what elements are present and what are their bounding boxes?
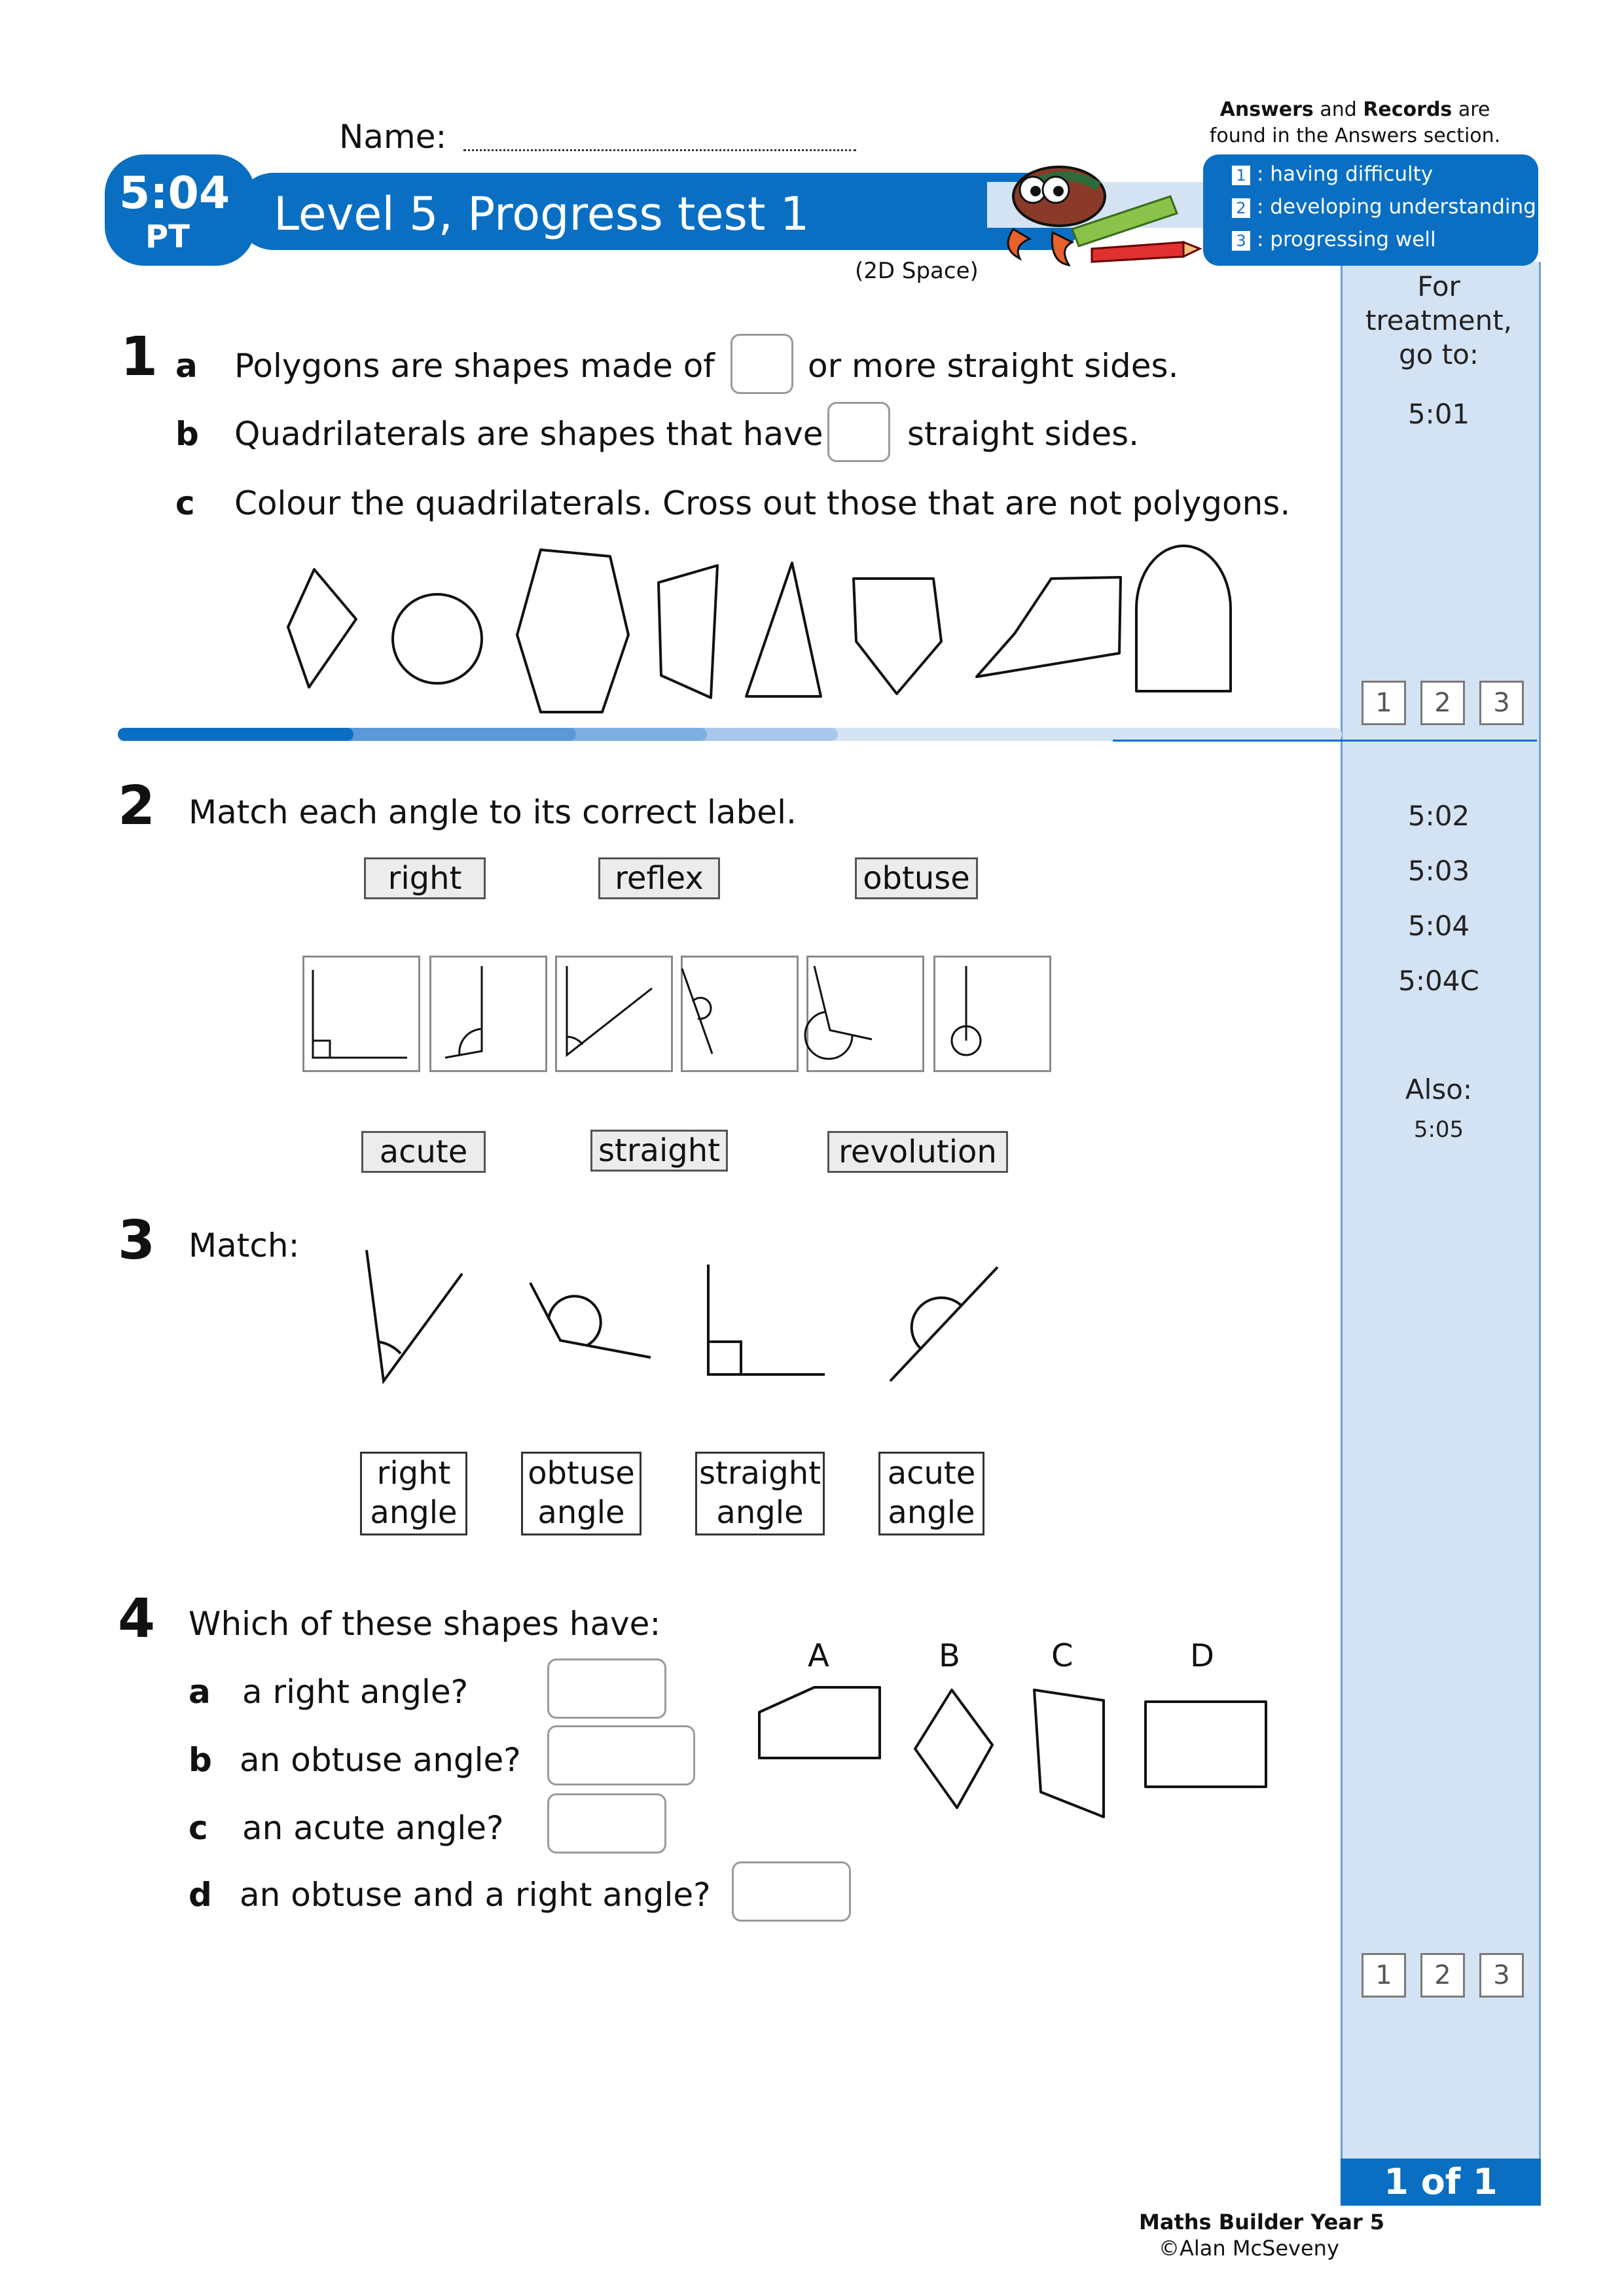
q4a-letter: a — [189, 1673, 211, 1711]
key-item-2: 2 : developing understanding — [1232, 195, 1536, 219]
q2-label-obtuse[interactable]: obtuse — [855, 857, 978, 899]
q4d-answer-box[interactable] — [732, 1861, 851, 1922]
q2-label-reflex[interactable]: reflex — [598, 857, 720, 899]
name-label: Name: — [339, 118, 447, 156]
q1-number: 1 — [120, 326, 158, 388]
rating-key — [1203, 154, 1538, 266]
q1-rating-2[interactable]: 2 — [1420, 681, 1465, 725]
q2-label-revolution[interactable]: revolution — [827, 1131, 1008, 1173]
q4-text: Which of these shapes have: — [189, 1605, 661, 1643]
page-title: Level 5, Progress test 1 — [274, 187, 810, 241]
q4b-answer-box[interactable] — [547, 1725, 695, 1785]
q1a-answer-box[interactable] — [731, 334, 793, 394]
q4-shape-label-c: C — [1051, 1638, 1074, 1674]
q4a-text: a right angle? — [242, 1673, 469, 1711]
q1a-text-start: Polygons are shapes made of — [234, 347, 715, 385]
q4-number: 4 — [118, 1588, 156, 1650]
q4-shape-c[interactable] — [1034, 1690, 1104, 1817]
q4-rating-1[interactable]: 1 — [1362, 1953, 1406, 1998]
q1-rating-1[interactable]: 1 — [1362, 681, 1406, 725]
q4-shape-label-a: A — [808, 1638, 829, 1674]
q2-treatment-ref-1[interactable]: 5:02 — [1407, 800, 1470, 832]
shape-hexagon[interactable] — [517, 550, 628, 712]
shape-circle[interactable] — [393, 594, 482, 683]
q2-label-right[interactable]: right — [364, 857, 486, 899]
q3-angle-drawings — [353, 1244, 1008, 1394]
q2-text: Match each angle to its correct label. — [189, 793, 797, 831]
q3-angle-acute[interactable] — [367, 1250, 462, 1381]
section-divider — [118, 725, 1342, 745]
q4-shapes — [753, 1676, 1276, 1833]
shape-trapezium[interactable] — [659, 565, 717, 698]
q1b-text-start: Quadrilaterals are shapes that have — [234, 415, 823, 453]
section-rule — [1113, 740, 1537, 742]
q4b-text: an obtuse angle? — [240, 1741, 521, 1779]
answers-note-line2: found in the Answers section. — [1209, 124, 1501, 147]
q3-label-acute-angle[interactable]: acute angle — [878, 1452, 984, 1535]
q2-treatment-ref-2[interactable]: 5:03 — [1407, 855, 1470, 887]
treatment-sidebar — [1341, 262, 1541, 2160]
q4-shape-label-b: B — [939, 1638, 960, 1674]
q1b-text-end: straight sides. — [907, 415, 1140, 453]
q4d-letter: d — [189, 1876, 212, 1914]
q1a-text-end: or more straight sides. — [808, 347, 1179, 385]
key-item-1: 1 : having difficulty — [1232, 162, 1433, 186]
q4-shape-d[interactable] — [1146, 1702, 1266, 1787]
footer-book-title: Maths Builder Year 5 — [1139, 2210, 1385, 2234]
also-label: Also: — [1405, 1073, 1473, 1105]
pencil-icon — [1092, 242, 1200, 262]
q3-label-obtuse-angle[interactable]: obtuse angle — [521, 1452, 641, 1535]
q1b-answer-box[interactable] — [827, 402, 890, 462]
q4-rating-3[interactable]: 3 — [1479, 1953, 1524, 1998]
q4d-text: an obtuse and a right angle? — [240, 1876, 711, 1914]
treatment-heading: For treatment, go to: — [1365, 270, 1513, 370]
shape-arch[interactable] — [1136, 546, 1231, 691]
q2-angle-drawings — [302, 956, 1050, 1071]
q3-angle-obtuse[interactable] — [530, 1283, 651, 1357]
q3-label-right-angle[interactable]: right angle — [360, 1452, 467, 1535]
shape-pentagon[interactable] — [854, 579, 941, 694]
badge-sub: PT — [145, 219, 190, 255]
title-banner — [105, 154, 987, 255]
mascot-illustration — [987, 151, 1210, 275]
q4b-letter: b — [189, 1741, 212, 1779]
name-field[interactable] — [463, 149, 856, 151]
page-counter — [1341, 2159, 1541, 2206]
also-ref[interactable]: 5:05 — [1413, 1117, 1464, 1143]
q2-treatment-ref-4[interactable]: 5:04C — [1398, 965, 1479, 997]
footer-copyright: ©Alan McSeveny — [1159, 2236, 1339, 2261]
q4-shape-b[interactable] — [915, 1690, 992, 1808]
q1b-letter: b — [175, 415, 199, 453]
badge-code: 5:04 — [119, 168, 230, 219]
q4a-answer-box[interactable] — [547, 1659, 666, 1719]
q3-number: 3 — [118, 1210, 156, 1272]
page-subtitle: (2D Space) — [855, 258, 979, 284]
q2-label-acute[interactable]: acute — [361, 1131, 486, 1173]
q4-rating-2[interactable]: 2 — [1420, 1953, 1465, 1998]
q1-shapes — [275, 537, 1257, 720]
q3-label-straight-angle[interactable]: straight angle — [695, 1452, 825, 1535]
q3-angle-right[interactable] — [708, 1265, 825, 1374]
q4c-text: an acute angle? — [242, 1809, 504, 1847]
q4-shape-label-d: D — [1190, 1638, 1214, 1674]
q4c-answer-box[interactable] — [547, 1793, 666, 1854]
q4c-letter: c — [189, 1809, 208, 1847]
q3-text: Match: — [189, 1227, 300, 1265]
page-counter-text: 1 of 1 — [1384, 2161, 1498, 2202]
shape-quadrilateral[interactable] — [977, 577, 1121, 677]
q1a-letter: a — [175, 347, 198, 385]
q1-rating-3[interactable]: 3 — [1479, 681, 1524, 725]
q4-shape-a[interactable] — [759, 1687, 880, 1758]
q3-angle-straight[interactable] — [890, 1267, 998, 1381]
q2-number: 2 — [118, 775, 156, 837]
q1c-text: Colour the quadrilaterals. Cross out those that are not polygons. — [234, 484, 1291, 522]
answers-note-line1: Answers and Records are — [1219, 98, 1490, 121]
q1c-letter: c — [175, 484, 195, 522]
shape-triangle[interactable] — [746, 563, 821, 696]
q1-treatment-ref[interactable]: 5:01 — [1407, 398, 1470, 430]
q2-treatment-ref-3[interactable]: 5:04 — [1407, 910, 1470, 942]
key-item-3: 3 : progressing well — [1232, 228, 1436, 251]
shape-rhombus[interactable] — [288, 569, 356, 687]
q2-label-straight[interactable]: straight — [590, 1130, 728, 1172]
